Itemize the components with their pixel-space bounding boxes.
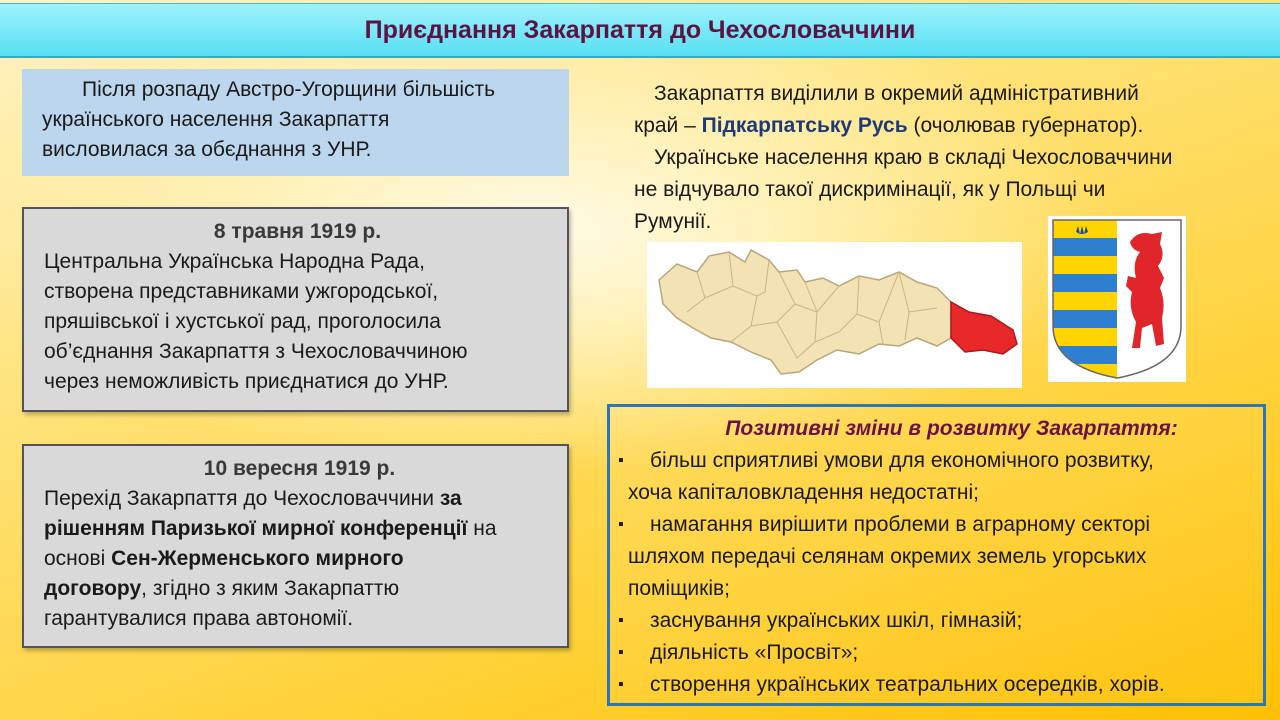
bullet-icon: ▪ [618,644,624,661]
positive-changes-box [607,404,1266,706]
intro-box [22,69,569,176]
event-sep-bold: рішенням Паризької мирної конференції [44,517,468,540]
right-text-line: не відчувало такої дискримінації, як у Польщі чи [634,178,1106,201]
event-sep-text-part: Перехід Закарпаття до Чехословаччини [44,487,440,510]
event-may-line: об’єднання Закарпаття з Чехословаччиною [44,340,468,363]
right-text-line: Румунії. [634,210,712,233]
right-text [634,78,1234,238]
coat-of-arms-icon [1048,216,1186,382]
event-sep-bold: Сен-Жерменського мирного [111,547,404,570]
list-item [610,445,1263,509]
subcarpathian-rus-term: Підкарпатську Русь [701,114,908,137]
event-sep-date: 10 вересня 1919 р. [203,457,396,480]
list-item-line: хоча капіталовкладення недостатні; [628,481,979,504]
list-item-line: більш сприятливі умови для економічного розвитку, [650,449,1154,472]
right-text-line: Закарпаття виділили в окремий адміністративний [654,82,1139,105]
event-sep-text-part: основі [44,547,112,570]
intro-line: українського населення Закарпаття [42,108,390,131]
event-sep-bold: за [439,487,462,510]
event-may-box [22,207,569,412]
positive-changes-list [610,445,1263,701]
event-sep-text-part: , згідно з яким Закарпаттю [141,577,400,600]
list-item-line: діяльність «Просвіт»; [650,641,859,664]
event-may-line: пряшівської і хустської рад, проголосила [44,310,441,333]
event-sep-box [22,444,569,648]
right-text-line: (очолював губернатор). [907,114,1144,137]
list-item-line: заснування українських шкіл, гімназій; [650,609,1023,632]
map-image [647,242,1022,388]
bullet-icon: ▪ [618,612,624,629]
bullet-icon: ▪ [618,452,624,469]
coat-of-arms-image [1048,216,1186,382]
event-may-text [44,247,551,397]
list-item-line: поміщиків; [628,577,731,600]
event-sep-text-part: гарантувалися права автономії. [44,607,354,630]
positive-changes-title: Позитивні зміни в розвитку Закарпаття: [725,417,1178,440]
event-sep-text [44,484,555,634]
right-text-line: край – [634,114,702,137]
intro-line: висловилася за обєднання з УНР. [42,138,372,161]
list-item-line: шляхом передачі селянам окремих земель угорських [628,545,1147,568]
right-text-line: Українське населення краю в складі Чехословаччини [654,146,1173,169]
intro-text [42,75,551,165]
intro-line: Після розпаду Австро-Угорщини більшість [82,78,496,101]
list-item [610,605,1263,637]
event-may-date: 8 травня 1919 р. [213,220,382,243]
bullet-icon: ▪ [618,676,624,693]
list-item-line: намагання вирішити проблеми в аграрному секторі [650,513,1151,536]
event-may-line: через неможливість приєднатися до УНР. [44,370,449,393]
list-item [610,637,1263,669]
event-may-line: створена представниками ужгородської, [44,280,439,303]
event-sep-text-part: на [467,517,497,540]
list-item [610,669,1263,701]
czechoslovakia-map-icon [647,242,1022,388]
list-item [610,509,1263,605]
event-may-line: Центральна Українська Народна Рада, [44,250,425,273]
bullet-icon: ▪ [618,516,624,533]
title-bar [0,3,1280,58]
list-item-line: створення українських театральних осередків, хорів. [650,673,1165,696]
page-title: Приєднання Закарпаття до Чехословаччини [364,15,916,44]
event-sep-bold: договору [44,577,142,600]
